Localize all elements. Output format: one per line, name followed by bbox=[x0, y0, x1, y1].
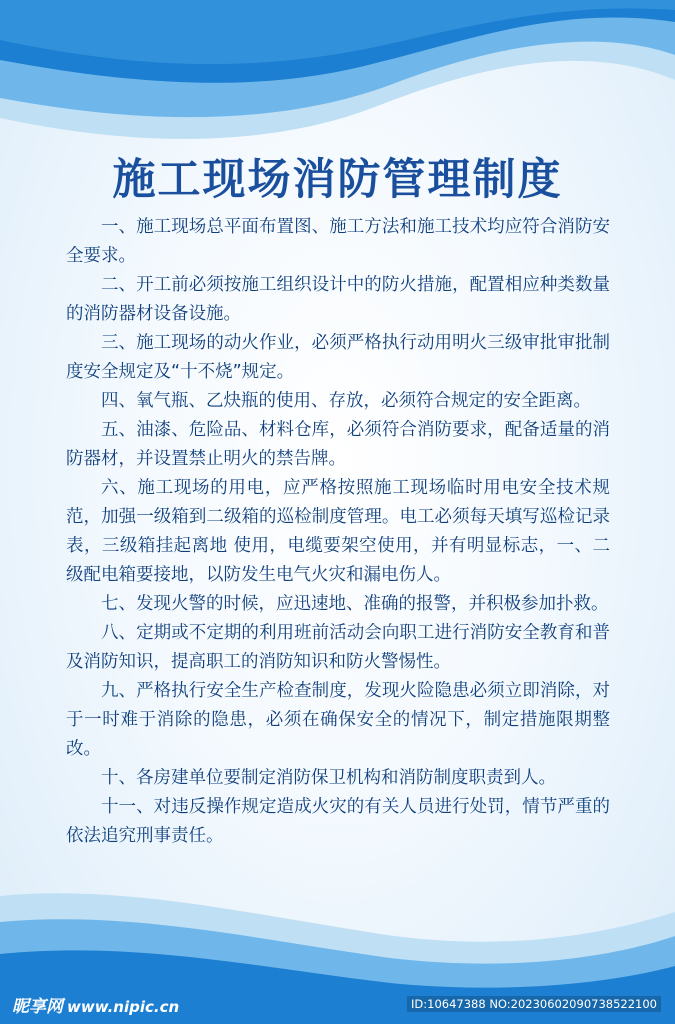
rule-item: 十一、对违反操作规定造成火灾的有关人员进行处罚，情节严重的依法追究刑事责任。 bbox=[66, 797, 610, 846]
rule-item: 一、施工现场总平面布置图、施工方法和施工技术均应符合消防安全要求。 bbox=[66, 217, 610, 266]
rule-item: 九、严格执行安全生产检查制度，发现火险隐患必须立即消除，对于一时难于消除的隐患，必须在确保安全的情况下，制定措施限期整改。 bbox=[66, 681, 610, 759]
rule-item: 二、开工前必须按施工组织设计中的防火措施，配置相应种类数量的消防器材设备设施。 bbox=[66, 275, 610, 324]
page-title: 施工现场消防管理制度 bbox=[112, 155, 563, 205]
rule-item: 三、施工现场的动火作业，必须严格执行动用明火三级审批审批制度安全规定及“十不烧”规定。 bbox=[66, 333, 610, 382]
rule-item: 七、发现火警的时候，应迅速地、准确的报警，并积极参加扑救。 bbox=[101, 594, 609, 614]
rule-item: 十、各房建单位要制定消防保卫机构和消防制度职责到人。 bbox=[101, 768, 556, 788]
rule-item: 五、油漆、危险品、材料仓库，必须符合消防要求，配备适量的消防器材，并设置禁止明火的禁告牌。 bbox=[66, 420, 610, 469]
watermark-logo bbox=[12, 992, 179, 1017]
rule-item: 六、施工现场的用电，应严格按照施工现场临时用电安全技术规范，加强一级箱到二级箱的巡检制度管理。电工必须每天填写巡检记录表，三级箱挂起离地 使用，电缆要架空使用，并有明显标志，一、二级配电箱要接地，以防发生电气火灾和漏电伤人。 bbox=[66, 478, 610, 585]
rule-item: 八、定期或不定期的利用班前活动会向职工进行消防安全教育和普及消防知识，提高职工的消防知识和防火警惕性。 bbox=[66, 623, 610, 672]
watermark-id: ID:10647388 NO:20230602090738522100 bbox=[407, 996, 661, 1012]
watermark-site: www.nipic.cn bbox=[67, 998, 180, 1016]
watermark-logo-text: 昵享网 bbox=[12, 997, 63, 1017]
top-wave-decoration bbox=[0, 0, 675, 170]
rule-item: 四、氧气瓶、乙炔瓶的使用、存放，必须符合规定的安全距离。 bbox=[101, 391, 591, 411]
rules-list bbox=[66, 213, 610, 851]
